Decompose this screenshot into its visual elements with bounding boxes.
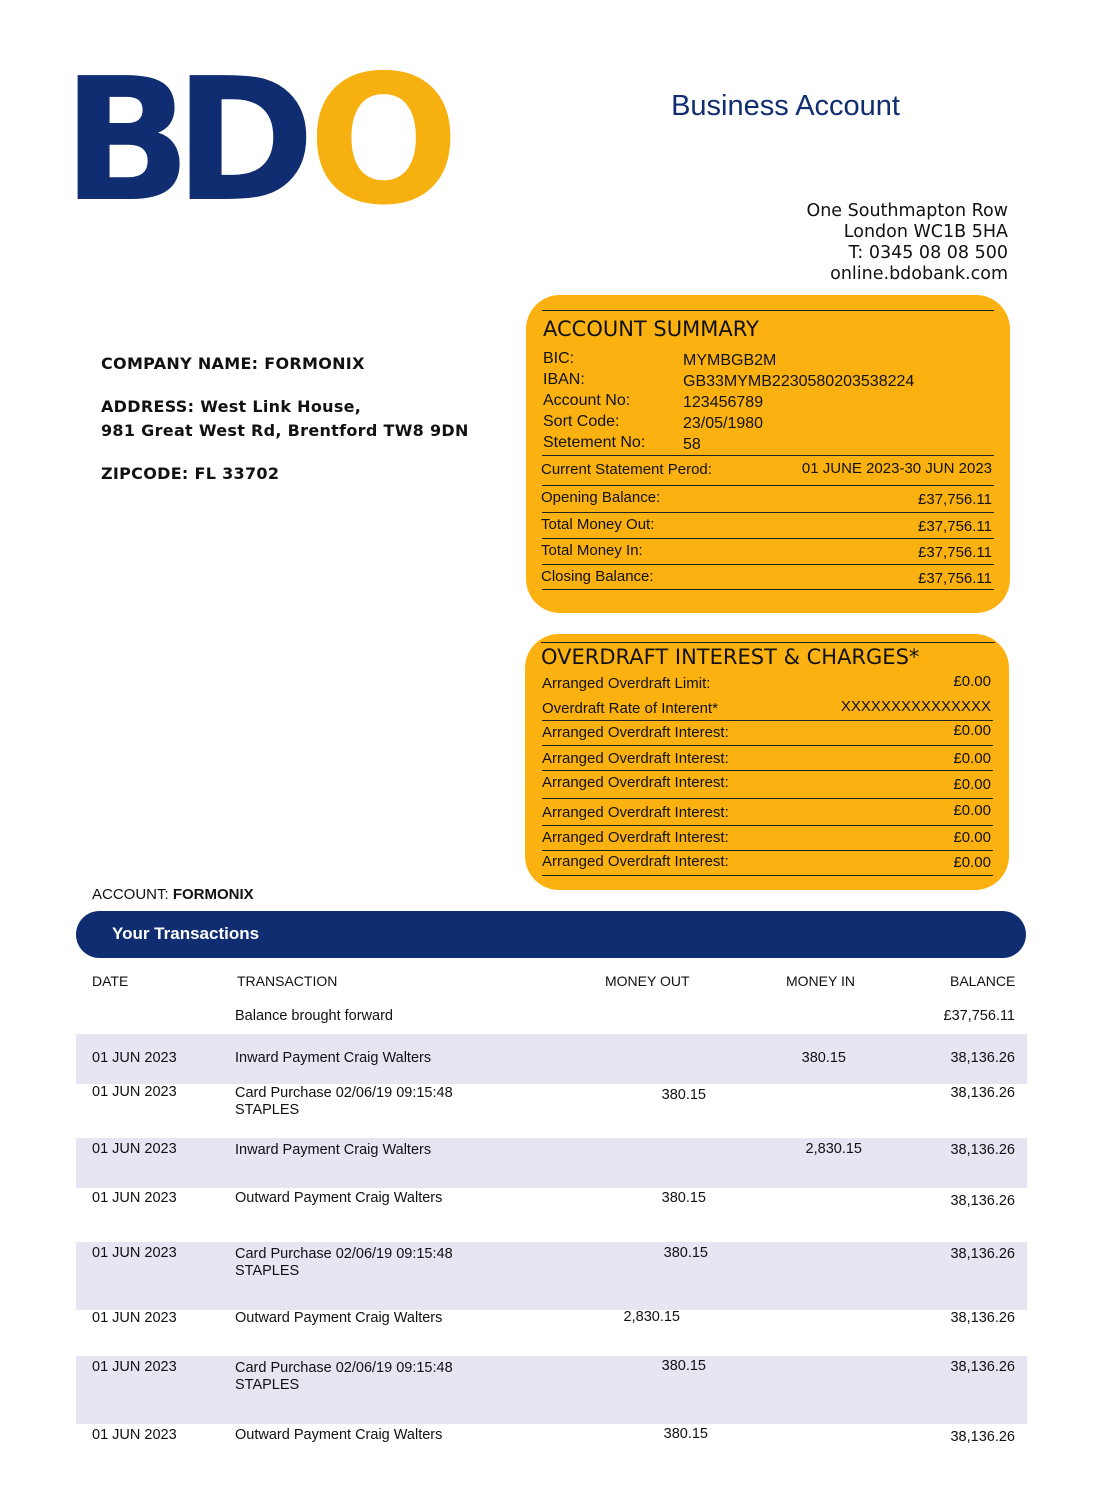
overdraft-row-label: Arranged Overdraft Interest: xyxy=(542,804,729,821)
row-description: Inward Payment Craig Walters xyxy=(235,1050,432,1066)
row-description xyxy=(235,1360,453,1394)
total-money-out-value: £37,756.11 xyxy=(918,518,992,535)
sort-code-label: Sort Code: xyxy=(543,413,620,430)
overdraft-row xyxy=(542,747,993,771)
bank-phone: T: 0345 08 08 500 xyxy=(848,243,1008,263)
overdraft-row-value: £0.00 xyxy=(953,776,991,793)
overdraft-row xyxy=(542,850,993,874)
row-date: 01 JUN 2023 xyxy=(92,1190,177,1206)
sort-code-value: 23/05/1980 xyxy=(683,415,764,432)
row-description: Inward Payment Craig Walters xyxy=(235,1142,432,1158)
overdraft-row-label: Arranged Overdraft Interest: xyxy=(542,774,729,791)
overdraft-row-label: Arranged Overdraft Limit: xyxy=(542,675,711,692)
total-money-in-row xyxy=(541,539,994,564)
row-balance: 38,136.26 xyxy=(950,1310,1015,1326)
row-description: Balance brought forward xyxy=(235,1008,393,1024)
total-money-in-value: £37,756.11 xyxy=(918,544,992,561)
overdraft-row xyxy=(542,826,993,850)
column-header-money-out: MONEY OUT xyxy=(605,973,690,989)
overdraft-box xyxy=(525,634,1009,890)
overdraft-row-label: Overdraft Rate of Interent* xyxy=(542,700,718,717)
overdraft-row xyxy=(542,801,993,825)
statement-period-row xyxy=(541,458,994,483)
bic-value: MYMBGB2M xyxy=(683,352,777,369)
table-row xyxy=(76,1188,1027,1242)
overdraft-row-value: £0.00 xyxy=(953,673,991,690)
row-balance: 38,136.26 xyxy=(950,1193,1015,1209)
overdraft-row xyxy=(542,672,993,696)
row-money-out: 380.15 xyxy=(663,1426,708,1442)
closing-balance-label: Closing Balance: xyxy=(541,568,654,585)
customer-details xyxy=(101,354,469,483)
column-header-date: DATE xyxy=(92,973,129,989)
row-balance: 38,136.26 xyxy=(950,1085,1015,1101)
zipcode: ZIPCODE: FL 33702 xyxy=(101,464,280,483)
row-money-out: 380.15 xyxy=(661,1087,706,1103)
bank-address xyxy=(806,201,1008,285)
opening-balance-value: £37,756.11 xyxy=(918,491,992,508)
row-description-line: STAPLES xyxy=(235,1263,300,1279)
overdraft-row-label: Arranged Overdraft Interest: xyxy=(542,750,729,767)
row-money-out: 380.15 xyxy=(661,1358,706,1374)
overdraft-row xyxy=(542,721,993,745)
row-date: 01 JUN 2023 xyxy=(92,1359,177,1375)
statement-no-value: 58 xyxy=(683,436,701,453)
row-description-line: Card Purchase 02/06/19 09:15:48 xyxy=(235,1085,453,1101)
table-row xyxy=(76,1084,1027,1138)
overdraft-row xyxy=(542,697,993,721)
row-description xyxy=(235,1246,453,1280)
overdraft-title: OVERDRAFT INTEREST & CHARGES* xyxy=(541,645,920,669)
row-description: Outward Payment Craig Walters xyxy=(235,1190,443,1206)
row-balance: 38,136.26 xyxy=(950,1050,1015,1066)
bank-address-line: One Southmapton Row xyxy=(806,201,1008,221)
row-description: Outward Payment Craig Walters xyxy=(235,1310,443,1326)
opening-balance-label: Opening Balance: xyxy=(541,489,661,506)
logo-letter-b: B xyxy=(62,42,184,240)
table-row xyxy=(76,1310,1027,1356)
row-money-out: 380.15 xyxy=(663,1245,708,1261)
row-date: 01 JUN 2023 xyxy=(92,1427,177,1443)
account-label-text: ACCOUNT: xyxy=(92,886,169,903)
overdraft-row-value: £0.00 xyxy=(953,722,991,739)
overdraft-row-value: £0.00 xyxy=(953,854,991,871)
bic-label: BIC: xyxy=(543,350,575,367)
row-description: Outward Payment Craig Walters xyxy=(235,1427,443,1443)
row-balance: 38,136.26 xyxy=(950,1429,1015,1445)
overdraft-row xyxy=(542,771,993,795)
closing-balance-row xyxy=(541,565,994,590)
row-date: 01 JUN 2023 xyxy=(92,1050,177,1066)
logo-letter-o: O xyxy=(308,37,460,244)
row-description-line: Card Purchase 02/06/19 09:15:48 xyxy=(235,1360,453,1376)
row-description xyxy=(235,1085,453,1119)
table-row xyxy=(76,1138,1027,1188)
account-no-label: Account No: xyxy=(543,392,631,409)
iban-value: GB33MYMB2230580203538224 xyxy=(683,373,915,390)
overdraft-row-label: Arranged Overdraft Interest: xyxy=(542,724,729,741)
column-header-transaction: TRANSACTION xyxy=(237,973,338,989)
statement-period-label: Current Statement Perod: xyxy=(541,461,712,478)
row-date: 01 JUN 2023 xyxy=(92,1310,177,1326)
table-row xyxy=(76,1000,1027,1034)
account-summary-title: ACCOUNT SUMMARY xyxy=(543,317,759,341)
statement-no-label: Stetement No: xyxy=(543,434,646,451)
table-row xyxy=(76,1356,1027,1424)
row-money-out: 2,830.15 xyxy=(623,1309,680,1325)
account-summary-box xyxy=(526,295,1010,613)
row-money-out: 380.15 xyxy=(661,1190,706,1206)
total-money-in-label: Total Money In: xyxy=(541,542,643,559)
overdraft-row-value: £0.00 xyxy=(953,750,991,767)
row-balance: 38,136.26 xyxy=(950,1142,1015,1158)
statement-period-value: 01 JUNE 2023-30 JUN 2023 xyxy=(801,460,992,477)
row-description-line: Card Purchase 02/06/19 09:15:48 xyxy=(235,1246,453,1262)
logo-letter-d: D xyxy=(174,42,316,240)
opening-balance-row xyxy=(541,486,994,511)
transactions-banner xyxy=(76,911,1026,958)
bank-address-line: London WC1B 5HA xyxy=(843,222,1008,242)
row-date: 01 JUN 2023 xyxy=(92,1141,177,1157)
table-row xyxy=(76,1242,1027,1310)
page-title: Business Account xyxy=(671,90,900,122)
account-name: FORMONIX xyxy=(172,886,254,903)
address-line-1: ADDRESS: West Link House, xyxy=(101,397,362,416)
row-date: 01 JUN 2023 xyxy=(92,1245,177,1261)
total-money-out-row xyxy=(541,513,994,538)
transactions-title: Your Transactions xyxy=(112,924,260,943)
table-row xyxy=(76,1424,1027,1464)
row-balance: 38,136.26 xyxy=(950,1246,1015,1262)
table-row xyxy=(76,1034,1027,1084)
row-date: 01 JUN 2023 xyxy=(92,1084,177,1100)
row-balance: £37,756.11 xyxy=(943,1008,1015,1024)
row-money-in: 380.15 xyxy=(801,1050,846,1066)
company-name: COMPANY NAME: FORMONIX xyxy=(101,354,365,373)
closing-balance-value: £37,756.11 xyxy=(918,570,992,587)
column-header-balance: BALANCE xyxy=(950,973,1016,989)
row-description-line: STAPLES xyxy=(235,1102,300,1118)
overdraft-row-label: Arranged Overdraft Interest: xyxy=(542,829,729,846)
overdraft-row-value: £0.00 xyxy=(953,829,991,846)
iban-label: IBAN: xyxy=(543,371,585,388)
bdo-logo xyxy=(62,37,482,244)
account-no-value: 123456789 xyxy=(683,394,764,411)
column-header-money-in: MONEY IN xyxy=(786,973,855,989)
overdraft-row-value: £0.00 xyxy=(953,802,991,819)
overdraft-row-value: XXXXXXXXXXXXXXX xyxy=(840,698,991,715)
account-label xyxy=(92,886,254,903)
overdraft-row-label: Arranged Overdraft Interest: xyxy=(542,853,729,870)
address-line-2: 981 Great West Rd, Brentford TW8 9DN xyxy=(101,421,469,440)
row-balance: 38,136.26 xyxy=(950,1359,1015,1375)
row-description-line: STAPLES xyxy=(235,1377,300,1393)
total-money-out-label: Total Money Out: xyxy=(541,516,655,533)
row-money-in: 2,830.15 xyxy=(805,1141,862,1157)
bank-website: online.bdobank.com xyxy=(830,264,1008,284)
